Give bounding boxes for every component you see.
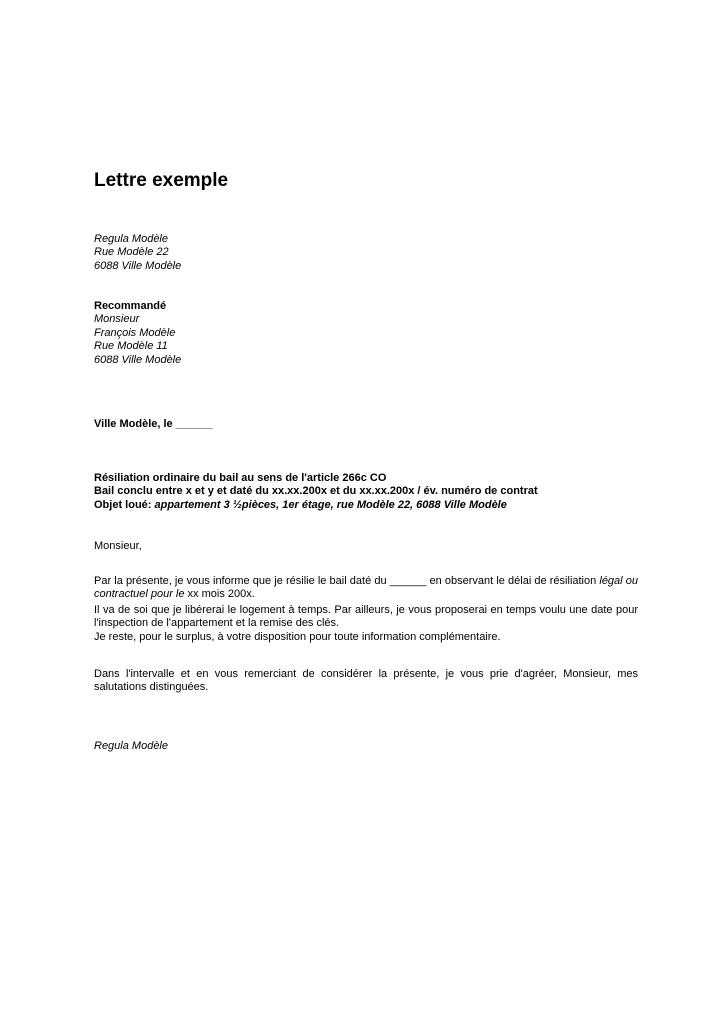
page-title: Lettre exemple [94,169,229,191]
subject-line-3 [94,499,638,512]
recipient-city: 6088 Ville Modèle [94,353,182,366]
body-paragraph-2 [94,604,638,644]
subject-block [94,472,638,512]
sender-street: Rue Modèle 22 [94,246,169,259]
sender-city: 6088 Ville Modèle [94,259,182,272]
signature-name: Regula Modèle [94,740,168,752]
recipient-address [94,300,638,367]
salutation: Monsieur, [94,540,142,552]
paragraph-2-text: Il va de soi que je libérerai le logement à temps. Par ailleurs, je vous proposerai en temps voulu une date pour l'inspection de l'appartement et la remise des clés. [94,604,638,630]
body-paragraph-1 [94,575,638,602]
subject-line-1: Résiliation ordinaire du bail au sens de l'article 266c CO [94,472,387,484]
paragraph-1-italic-text: légal ou contractuel pour le [94,575,638,601]
recipient-salutation: Monsieur [94,313,140,326]
subject-object-value: appartement 3 ½pièces, 1er étage, rue Modèle 22, 6088 Ville Modèle [154,498,507,511]
date-line: Ville Modèle, le ______ [94,418,213,430]
sender-name: Regula Modèle [94,233,168,245]
body-paragraph-3: Dans l'intervalle et en vous remerciant de considérer la présente, je vous prie d'agréer, Monsieur, mes salutations distinguées. [94,668,638,694]
recipient-street: Rue Modèle 11 [94,340,168,353]
paragraph-1-text: Par la présente, je vous informe que je résilie le bail daté du ______ en observant le délai de résiliation [94,575,600,587]
registered-mail-label: Recommandé [94,300,167,312]
paragraph-2-followup-text: Je reste, pour le surplus, à votre disposition pour toute information complémentaire. [94,630,501,643]
subject-line-2: Bail conclu entre x et y et daté du xx.xx.200x et du xx.xx.200x / év. numéro de contrat [94,485,538,498]
sender-address [94,233,638,273]
paragraph-1-tail-text: xx mois 200x. [184,588,255,601]
subject-object-label: Objet loué: [94,498,155,511]
recipient-name: François Modèle [94,326,176,339]
